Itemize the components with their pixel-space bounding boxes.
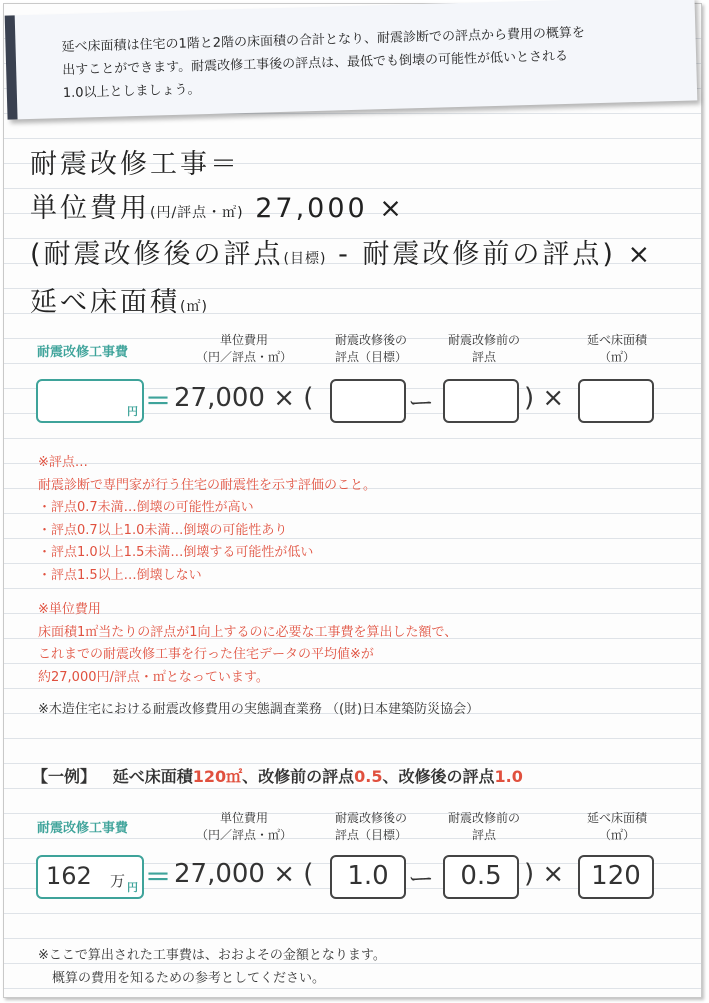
cost-header-example: 耐震改修工事費 — [37, 821, 129, 836]
unit-cost-notes-title: ※単位費用 — [38, 602, 101, 617]
unit-cost-notes — [38, 599, 457, 689]
footer-note-1: ※ここで算出された工事費は、おおよその金額となります。 — [38, 948, 386, 963]
before-score-box — [443, 855, 519, 899]
before-score-input-box[interactable] — [443, 379, 519, 423]
unit-cost-notes-line: 約27,000円/評点・㎡となっています。 — [38, 669, 269, 685]
before-score-header: 耐震改修前の 評点 — [447, 333, 520, 364]
unit-cost-notes-line: これまでの耐震改修工事を行った住宅データの平均値※が — [38, 647, 374, 662]
intro-line-1: 延べ床面積は住宅の1階と2階の床面積の合計となり、耐震診断での評点から費用の概算を — [61, 25, 586, 56]
after-score-input-box[interactable] — [330, 379, 406, 423]
area-value: 120 — [591, 861, 641, 891]
yen-unit: 円 — [127, 405, 138, 418]
equals-sign: ＝ — [145, 863, 172, 893]
example-title: 【一例】 延べ床面積120㎡、改修前の評点0.5、改修後の評点1.0 — [32, 767, 523, 786]
area-header: 延べ床面積 （㎡） — [586, 333, 647, 364]
before-score-value: 0.5 — [460, 861, 502, 891]
handwritten-line-2: 単位費用(円/評点・㎡) 27,000 × — [30, 193, 405, 224]
handwritten-line-3: (耐震改修後の評点(目標) - 耐震改修前の評点) × — [30, 239, 654, 270]
score-item: ・評点1.0以上1.5未満…倒壊する可能性が低い — [38, 545, 314, 560]
area-input-box[interactable] — [578, 379, 654, 423]
before-score-header-example: 耐震改修前の 評点 — [447, 811, 520, 842]
times-sign: ) × — [524, 383, 565, 413]
minus-sign: ー — [408, 389, 435, 419]
intro-line-3: 1.0以上としましょう。 — [62, 82, 201, 102]
score-notes — [38, 452, 376, 587]
handwritten-line-1: 耐震改修工事＝ — [30, 149, 240, 180]
after-score-header-example: 耐震改修後の 評点（目標） — [334, 811, 407, 842]
area-box — [578, 855, 654, 899]
intro-note — [5, 0, 698, 120]
cost-header: 耐震改修工事費 — [37, 345, 129, 360]
area-header-example: 延べ床面積 （㎡） — [586, 811, 647, 842]
formula-constant: 27,000 × ( — [174, 383, 314, 413]
score-notes-desc: 耐震診断で専門家が行う住宅の耐震性を示す評価のこと。 — [38, 477, 377, 493]
cost-result-value: 162 — [46, 862, 92, 890]
unit-cost-header-example: 単位費用 （円／評点・㎡） — [195, 811, 292, 842]
formula-constant: 27,000 × ( — [174, 859, 314, 889]
equals-sign: ＝ — [145, 387, 172, 417]
handwritten-line-4: 延べ床面積(㎡) — [30, 287, 208, 318]
cost-result-box — [36, 855, 144, 899]
unit-cost-header: 単位費用 （円／評点・㎡） — [195, 333, 292, 364]
intro-line-2: 出すことができます。耐震改修工事後の評点は、最低でも倒壊の可能性が低いとされる — [62, 48, 569, 79]
after-score-header: 耐震改修後の 評点（目標） — [334, 333, 407, 364]
score-item: ・評点1.5以上…倒壊しない — [38, 567, 202, 583]
score-notes-title: ※評点… — [38, 455, 88, 470]
intro-text — [61, 18, 693, 105]
cost-result-unit: 万 — [110, 872, 126, 890]
cost-input-box[interactable] — [36, 379, 144, 423]
after-score-value: 1.0 — [347, 861, 389, 891]
times-sign: ) × — [524, 859, 565, 889]
after-score-box — [330, 855, 406, 899]
footer-note-2: 概算の費用を知るための参考としてください。 — [52, 971, 326, 986]
unit-cost-notes-line: 床面積1㎡当たりの評点が1向上するのに必要な工事費を算出した額で、 — [38, 624, 458, 640]
score-item: ・評点0.7未満…倒壊の可能性が高い — [38, 500, 254, 515]
source-note: ※木造住宅における耐震改修費用の実態調査業務 （(財)日本建築防災協会） — [38, 702, 480, 717]
yen-unit: 円 — [127, 881, 138, 894]
minus-sign: ー — [408, 865, 435, 895]
score-item: ・評点0.7以上1.0未満…倒壊の可能性あり — [38, 522, 288, 538]
